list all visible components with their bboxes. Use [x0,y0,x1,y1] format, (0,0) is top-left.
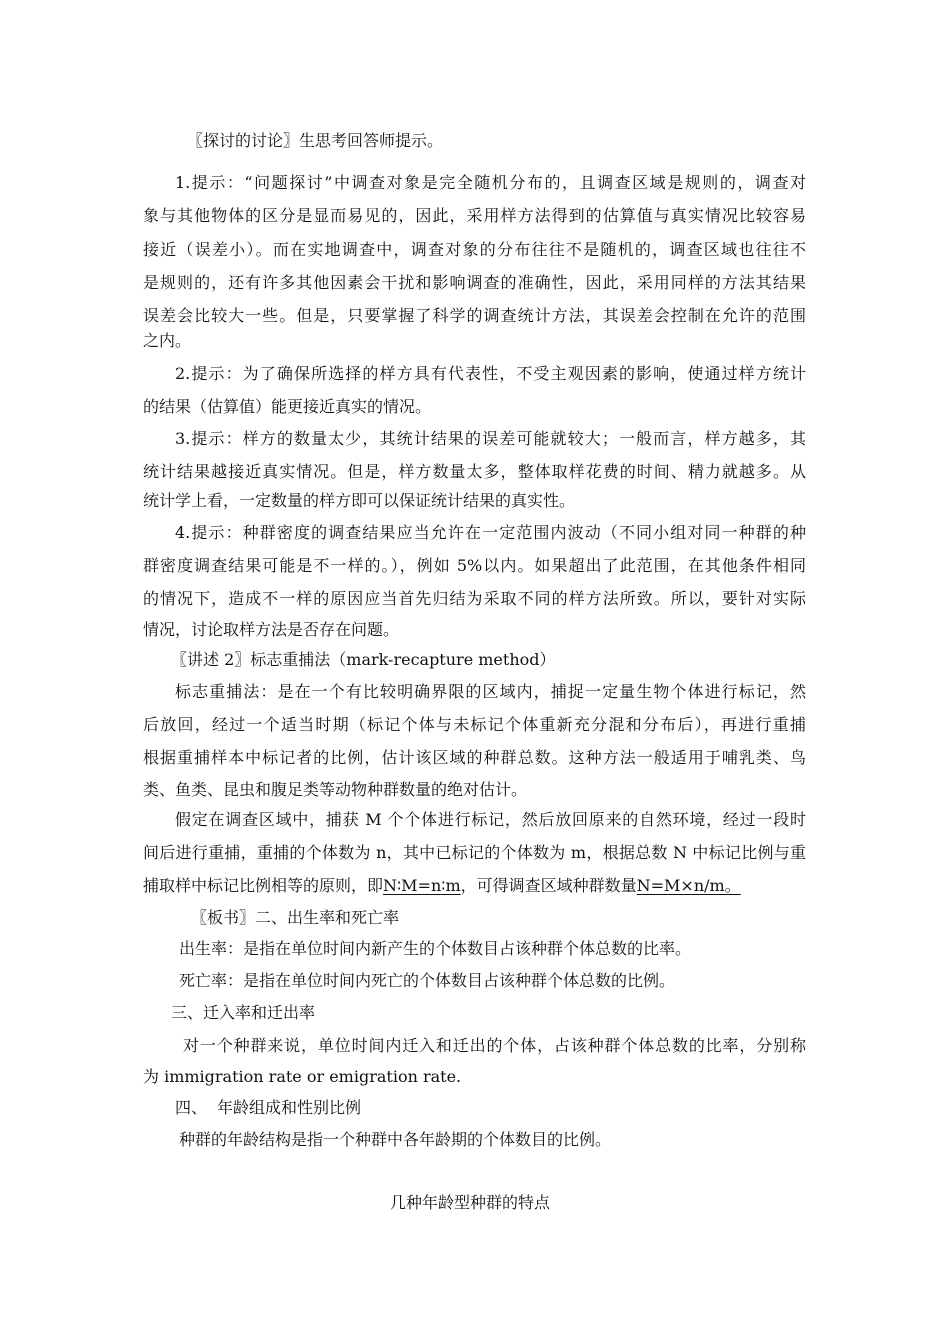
section-heading-age [175,1098,361,1118]
death-rate-definition: 死亡率：是指在单位时间内死亡的个体数目占该种群个体总数的比例。 [179,971,676,990]
assumption-line-2: 间后进行重捕，重捕的个体数为 n，其中已标记的个体数为 m，根据总数 N 中标记比例与重 [143,843,806,862]
section-heading-migration: 三、迁入率和迁出率 [171,1003,316,1022]
hint-3-line-1: 3.提示：样方的数量太少，其统计结果的误差可能就较大；一般而言，样方越多，其 [175,429,806,448]
age-structure-definition: 种群的年龄结构是指一个种群中各年龄期的个体数目的比例。 [179,1130,612,1149]
mark-recapture-line-4: 类、鱼类、昆虫和腹足类等动物种群数量的绝对估计。 [143,780,528,799]
hint-3-line-2: 统计结果越接近真实情况。但是，样方数量太多，整体取样花费的时间、精力就越多。从 [143,462,806,481]
assumption-line-3 [143,876,741,896]
formula-result: N=M×n/m。 [636,876,741,895]
hint-3-line-3: 统计学上看，一定数量的样方即可以保证统计结果的真实性。 [143,491,576,510]
migration-line-2: 为 immigration rate or emigration rate. [143,1067,462,1086]
table-caption: 几种年龄型种群的特点 [390,1193,551,1212]
hint-1-line-1: 1.提示：“问题探讨”中调查对象是完全随机分布的，且调查区域是规则的，调查对 [175,173,806,192]
paragraph-heading-discussion: 〖探讨的讨论〗生思考回答师提示。 [187,131,444,150]
hint-1-line-2: 象与其他物体的区分是显而易见的，因此，采用样方法得到的估算值与真实情况比较容易 [143,206,806,225]
hint-1-line-3: 接近（误差小）。而在实地调查中，调查对象的分布往往不是随机的，调查区域也往往不 [143,240,806,259]
section-number-four: 四、 [175,1098,208,1117]
formula-prefix: 捕取样中标记比例相等的原则，即 [143,876,384,895]
hint-2-line-1: 2.提示：为了确保所选择的样方具有代表性，不受主观因素的影响，使通过样方统计 [175,364,806,383]
birth-rate-definition: 出生率：是指在单位时间内新产生的个体数目占该种群个体总数的比率。 [179,939,692,958]
hint-1-line-4: 是规则的，还有许多其他因素会干扰和影响调查的准确性，因此，采用同样的方法其结果 [143,273,806,292]
hint-1-line-6: 之内。 [143,331,192,350]
lecture-2-heading: 〖讲述 2〗标志重捕法（mark-recapture method） [171,650,556,669]
hint-4-line-1: 4.提示：种群密度的调查结果应当允许在一定范围内波动（不同小组对同一种群的种 [175,523,806,542]
hint-4-line-4: 情况，讨论取样方法是否存在问题。 [143,620,400,639]
mark-recapture-line-3: 根据重捕样本中标记者的比例，估计该区域的种群总数。这种方法一般适用于哺乳类、鸟 [143,748,806,767]
hint-2-line-2: 的结果（估算值）能更接近真实的情况。 [143,397,432,416]
formula-middle: ，可得调查区域种群数量 [460,876,637,895]
mark-recapture-line-2: 后放回，经过一个适当时期（标记个体与未标记个体重新充分混和分布后），再进行重捕 [143,715,806,734]
section-title-age: 年龄组成和性别比例 [217,1098,362,1117]
formula-ratio: N∶M=n∶m [383,876,461,895]
assumption-line-1: 假定在调查区域中，捕获 M 个个体进行标记，然后放回原来的自然环境，经过一段时 [175,810,806,829]
mark-recapture-line-1: 标志重捕法：是在一个有比较明确界限的区域内，捕捉一定量生物个体进行标记，然 [175,682,806,701]
hint-4-line-3: 的情况下，造成不一样的原因应当首先归结为采取不同的样方法所致。所以，要针对实际 [143,589,806,608]
board-heading-birth-death: 〖板书〗二、出生率和死亡率 [191,908,400,927]
hint-1-line-5: 误差会比较大一些。但是，只要掌握了科学的调查统计方法，其误差会控制在允许的范围 [143,306,806,325]
migration-line-1: 对一个种群来说，单位时间内迁入和迁出的个体，占该种群个体总数的比率，分别称 [183,1036,806,1055]
hint-4-line-2: 群密度调查结果可能是不一样的。），例如 5%以内。如果超出了此范围，在其他条件相同 [143,556,806,575]
